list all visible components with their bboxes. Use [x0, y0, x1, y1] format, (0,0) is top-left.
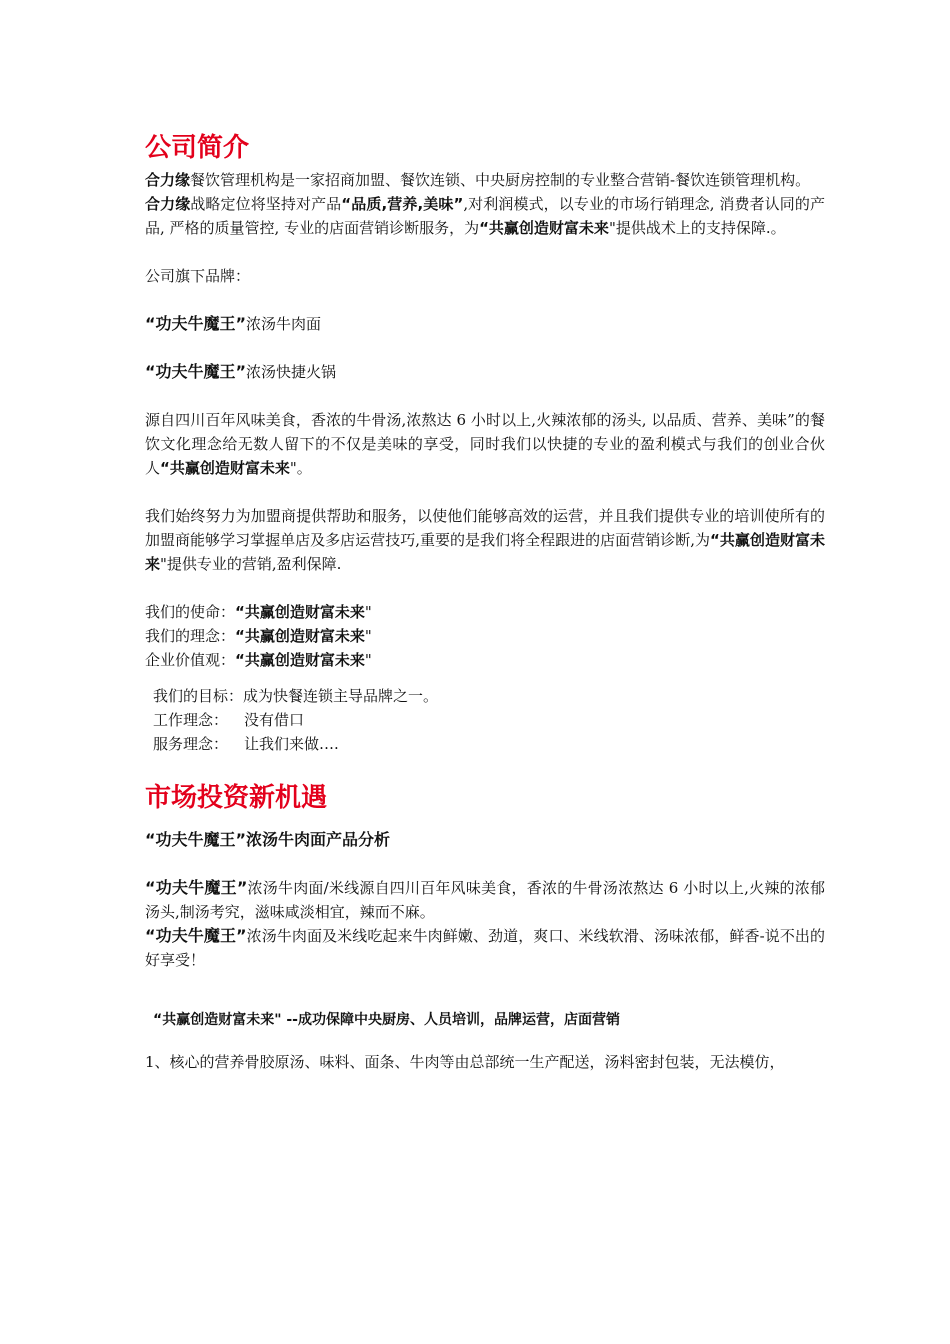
slogan: “共赢创造财富未来 [160, 459, 290, 477]
work-philosophy-line [145, 708, 825, 732]
brand-item-2 [145, 360, 825, 384]
guarantee-heading: “共赢创造财富未来" --成功保障中央厨房、人员培训，品牌运营，店面营销 [153, 1012, 620, 1028]
product-analysis-heading: “功夫牛魔王”浓汤牛肉面产品分析 [145, 830, 391, 849]
values-value: “共赢创造财富未来 [235, 651, 365, 669]
company-intro-heading: 公司简介 [145, 133, 250, 163]
brand-item-1 [145, 312, 825, 336]
document-page [145, 128, 825, 1074]
intro-paragraph-1-text: 餐饮管理机构是一家招商加盟、餐饮连锁、中央厨房控制的专业整合营销-餐饮连锁管理机构。 [190, 171, 811, 189]
origin-paragraph-text: 源自四川百年风味美食，香浓的牛骨汤,浓熬达 6 小时以上,火辣浓郁的汤头, 以品质、营养、美味”的餐饮文化理念给无数人留下的不仅是美味的享受，同时我们以快捷的专业的盈利模式与我们的创业合伙人 [145, 411, 825, 477]
service-paragraph-text: 我们始终努力为加盟商提供帮助和服务，以使他们能够高效的运营，并且我们提供专业的培训使所有的加盟商能够学习掌握单店及多店运营技巧,重要的是我们将全程跟进的店面营销诊断,为 [145, 507, 825, 549]
intro-paragraph-2 [145, 192, 825, 240]
brand-name: “功夫牛魔王” [145, 362, 247, 381]
product-paragraph-1-text: 浓汤牛肉面/米线源自四川百年风味美食，香浓的牛骨汤浓熬达 6 小时以上,火辣的浓郁汤头,制汤考究，滋味咸淡相宜，辣而不麻。 [145, 879, 825, 921]
slogan: “共赢创造财富未来 [479, 219, 609, 237]
brand-name: “功夫牛魔王” [145, 878, 248, 897]
company-name: 合力缘 [145, 171, 191, 189]
company-name: 合力缘 [145, 195, 191, 213]
brand-desc: 浓汤快捷火锅 [246, 363, 337, 381]
concept-value: “共赢创造财富未来 [235, 627, 365, 645]
service-value: 让我们来做…. [244, 735, 339, 753]
concept-line [145, 624, 825, 648]
work-label: 工作理念： [153, 711, 229, 729]
intro-paragraph-2-text-c: "提供战术上的支持保障.。 [608, 219, 786, 237]
product-paragraph-2-text: 浓汤牛肉面及米线吃起来牛肉鲜嫩、劲道，爽口、米线软滑、汤味浓郁，鲜香-说不出的好享受！ [145, 927, 825, 969]
work-value: 没有借口 [244, 711, 305, 729]
mission-end: " [364, 603, 372, 621]
intro-paragraph-2-text-a: 战略定位将坚持对产品 [190, 195, 342, 213]
guarantee-item-1: 1、核心的营养骨胶原汤、味料、面条、牛肉等由总部统一生产配送，汤料密封包装，无法模仿， [145, 1053, 785, 1071]
intro-paragraph-1 [145, 168, 825, 192]
mission-line [145, 600, 825, 624]
concept-end: " [364, 627, 372, 645]
slogan: “共赢创造财富未来 [145, 531, 825, 573]
product-values-quote: “品质,营养,美味” [341, 195, 464, 213]
origin-paragraph-end: "。 [289, 459, 312, 477]
service-philosophy-line [145, 732, 825, 756]
mission-value: “共赢创造财富未来 [235, 603, 365, 621]
product-paragraph-1 [145, 876, 825, 924]
service-paragraph [145, 504, 825, 576]
product-paragraph-2 [145, 924, 825, 972]
values-line [145, 648, 825, 672]
brands-label: 公司旗下品牌： [145, 267, 251, 285]
values-end: " [364, 651, 372, 669]
service-paragraph-end: "提供专业的营销,盈利保障. [160, 555, 342, 573]
brand-name: “功夫牛魔王” [145, 926, 247, 945]
values-label: 企业价值观： [145, 651, 236, 669]
origin-paragraph [145, 408, 825, 480]
concept-label: 我们的理念： [145, 627, 236, 645]
brand-name: “功夫牛魔王” [145, 314, 247, 333]
market-opportunity-heading: 市场投资新机遇 [145, 783, 328, 813]
mission-label: 我们的使命： [145, 603, 236, 621]
goal-line: 我们的目标：成为快餐连锁主导品牌之一。 [153, 687, 439, 705]
intro-paragraph-2-text-b: ,对利润模式，以专业的市场行销理念, 消费者认同的产品, 严格的质量管控, 专业的店面营销诊断服务，为 [145, 195, 825, 237]
brand-desc: 浓汤牛肉面 [246, 315, 322, 333]
service-label: 服务理念： [153, 735, 229, 753]
